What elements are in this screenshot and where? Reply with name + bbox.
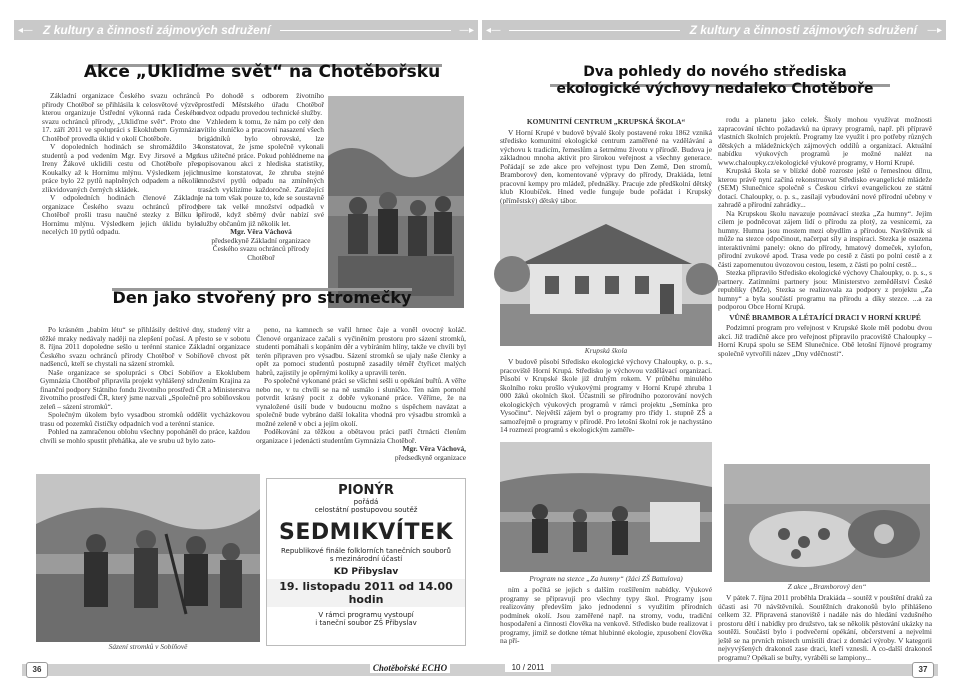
- planting-caption: Sázení stromků v Sobíňově: [108, 642, 188, 651]
- poster-line: i taneční soubor ZŠ Přibyslav: [315, 619, 417, 627]
- signature-role: předsedkyně Základní organizace Českého svazu ochránců přírody Chotěboř: [211, 235, 311, 262]
- header-rule: [280, 30, 451, 31]
- paragraph: Naše organizace se spolupráci s Obcí Sobíňov a Ekoklubem Gymnázia Chotěboř připravila projekt vyhlášený sdružením Krajina za finanční podpory Státního fondu životního prostředí ČR a Ministerstva životního prostředí ČR, který jsme nazvali „Společně pro sobíňovskou zeleň – sázení stromků“.: [40, 367, 250, 411]
- paragraph: V pátek 7. října 2011 proběhla Drakiáda – soutěž v pouštění draků za účasti asi 70 návštěvníků. Soutěžních drakonošů bylo přihlášeno celkem 32. Připravená stanoviště i nadále nás do hledání vzdušného prostoru dětí i nabídky pro družstvo, tak se několik pěstování ukázky na soutěži. Součástí bylo i podvečerní opékání, občerstvení a nejvelmi ještě se na prvních místech umístili draci z domácí výroby. V kategorii nejvyvýšených drakonoš zase draci, kteří vznesli. A co-další drakonoš programu? Opékali se buřty, vyráběli se lampiony...: [718, 593, 932, 662]
- section-header-left: [14, 20, 478, 40]
- arrow-right-icon: —▸: [926, 24, 942, 36]
- paragraph: Vzhledem k tomu, že nám po celý den svítilo sluníčko a pracovní nasazení všech brigádníků bylo obrovské, lze konstatovat, že jsme společně vykonali kus užitečné práce. Pokud pohlédneme na popisovanou akci z hlediska statistiky, musíme konstatovat, že zhruba stejné množství pytlů odpadu na zmíněných trasách vyklizíme každoročně. Zarážející je na tom však pouze to, kde se soustavně bere tak velké množství odpadků v přírodě, když sběrný dvůr nabízí své služby občanům již několik let.: [198, 116, 324, 228]
- article2-title: Den jako stvořený pro stromečky: [112, 288, 412, 307]
- right-col1-bottom: [500, 586, 712, 646]
- trail-photo: [500, 442, 712, 572]
- right-article-title: Dva pohledy do nového střediska ekologické výchovy nedaleko Chotěboře: [556, 64, 874, 97]
- paragraph: Základní organizace Českého svazu ochránců přírody Chotěboř se přihlásila k celosvětové výzvě, kterou organizuje Ústřední výkonná rada Českého svazu ochránců přírody, „Ukliďme svět“. Proto dne 17. září 2011 ve spolupráci s Ekoklubem Gymnázia Chotěboř provedla úklid v okolí Chotěboře.: [42, 91, 200, 143]
- paragraph: Společným úkolem bylo vysadbou stromků oddělit vycházkovou trasu od pozemků čističky odpadních vod a terénní stanice.: [40, 410, 250, 428]
- paragraph: Na Krupskou školu navazuje poznávací stezka „Za humny“. Jejím cílem je podněcovat zájem lidí o přírodu za plotý, za vesnicemi, za humny. Humna jsou mostem mezi obydlím a přírodou. Navštěvník si může na stezce odpočinout, načerpat síly a inspiraci. Stezka je osazena interaktivními panely: okno do přírody, hmatový domeček, xylofon, přírodní zvukové apod. Trasa vede po cestě z části po polní cestě a z části zapomenutou úvozovou cestou, lesem, z části po polní cestě...: [718, 208, 932, 269]
- paragraph: ním a počítá se jejich s dalším rozšířením nabídky. Výukové programy se připravují pro všechny typy škol. Programy jsou realizovány především jako jednodenní s využitím přírodních podmínek okolí. Jsou zaměřené např. na stromy, vodu, tradiční hospodaření a činnosti člověka na venkově. Středisko bude realizovat i programy, jimiž se dotkne témat hlubinné ekologie, zpusobení člověka na pří-: [500, 585, 712, 645]
- paragraph: Po společné vykonané práci se všichni sešli u opékání buřtů. A věřte nebo ne, v tu chvíli se na ně usmálo i sluníčko. Ten nám pomohl potvrdit krásný pocit z dobře vykonané práce. Věříme, že na vynaložené úsilí bude v budoucnu možno s úspěchem navázat a společně bude vybráno další lokalita vhodná pro výsadbu stromků a možné zeleně v obci a jejím okolí.: [256, 376, 466, 428]
- paragraph: Stezka připravilo Středisko ekologické výchovy Chaloupky, o. p. s., s partnery. Zatímními partnery jsou: Ministerstvo zemědělství České republiky (MZe), Stezka se realizovala za podpory z projektu „Za humny“ a byla součástí programu na přírodu a díky stezce. ...a za podporou Obce Horní Krupá.: [718, 268, 932, 311]
- potato-day-caption: Z akce „Bramborový den“: [787, 582, 867, 591]
- cleanup-photo: [328, 96, 464, 308]
- subheading: KOMUNITNÍ CENTRUM „KRUPSKÁ ŠKOLA“: [526, 117, 686, 126]
- poster-line: Republikové finále folklorních tanečních souborů: [281, 547, 451, 555]
- subheading: VŮNĚ BRAMBOR A LÉTAJÍCÍ DRACI V HORNÍ KRUPÉ: [729, 312, 921, 322]
- paragraph: Po dohodě s odborem životního prostředí Městského úřadu Chotěboř odvoz odpadu provedou technické služby.: [198, 91, 324, 117]
- section-header-right: [482, 20, 946, 40]
- magazine-name: Chotěbořské ECHO: [370, 663, 450, 673]
- signature-name: Mgr. Věra Váchová: [230, 227, 292, 236]
- header-rule: [509, 30, 680, 31]
- issue-number: 10 / 2011: [505, 663, 551, 672]
- paragraph: Poděkování za těžkou a obětavou práci patří čtrnácti členům organizace i jedenácti studentům Gymnázia Chotěboř.: [256, 427, 466, 445]
- poster-event-title: SEDMIKVÍTEK: [278, 520, 454, 545]
- planting-photo: [36, 474, 260, 642]
- section-title-right: Z kultury a činnosti zájmových sdružení: [689, 23, 917, 37]
- poster-line: pořádá: [353, 498, 379, 506]
- paragraph: Krupská škola se v blízké době rozroste ještě o řemeslnou dílnu, kterou právě nyní začíná rekonstruovat Středisko evangelické mládeže (SEM) Slunečnice společně s Českou církví evangelickou ze státní dotací. Chaloupky, o. p. s., zasílají vybudování nové přírodní učebny v zahradě a přírodní zahrádky...: [718, 166, 932, 209]
- arrow-left-icon: ◂—: [486, 24, 502, 36]
- section-title-left: Z kultury a činnosti zájmových sdružení: [43, 23, 271, 37]
- paragraph: V odpoledních hodinách členové Základní organizace Českého svazu ochránců přírody Chotěboř prošli trasu naučné stezky z Bílku k Hornímu mlýnu. Výsledkem jejich úklidu bylo necelých 10 pytlů odpadu.: [42, 193, 200, 236]
- paragraph: V budově působí Středisko ekologické výchovy Chaloupky, o. p. s., pracoviště Horní Krupá. Středisko je výchovou vzdělávací organizací. Působí v Krupské škole již druhým rokem. V průběhu minulého školního roku prošlo výukovými programy v Horní Krupé zhruba 1 000 žáků okolních škol. Účastnili se přírodního pozorování nových ekologických výukových programů v rámci projektu „Semínka pro Vysočinu“. Největší zájem byl o programy pro třídy 1. stupně ZŠ a samozřejmě o programy v přírodě. Pro letošní školní rok je nachystáno 14 rozmezí programů s ekologickým zaměře-: [500, 357, 712, 434]
- paragraph: Pohled na zamračenou oblohu všechny popoháněl do práce, každou chvíli se mohlo spustit přeháňka, ale ve srubu už bylo zato-: [40, 427, 250, 445]
- paragraph: rodu a planetu jako celek. Školy mohou využívat možnosti zapracování těchto požadavků na úpravy programů, např. při přípravě vlastních školních projektů. Programy lze využít i pro potřeby různých dětských a mládežnických zájmových oddílů a organizací. Aktuální nabídku výukových programů je možné nalézt na www.chaloupky.cz/ekologické výukové programy, v Horní Krupé.: [718, 115, 932, 167]
- left-page: [22, 54, 468, 650]
- signature-role: předsedkyně organizace: [394, 452, 466, 462]
- poster-date: 19. listopadu 2011 od 14.00 hodin: [267, 579, 465, 607]
- page-number-right: 37: [912, 662, 934, 678]
- paragraph: peno, na kamnech se vařil hrnec čaje a voněl ovocný koláč. Členové organizace začali s vyčiněním prostoru pro sázení stromků, studenti pomáhali s kopáním děr a vybíráním hlíny, takže ve chvíli byl terén připraven pro výsadbu. Sázení stromků se ujaly naše členky a opět za pomoci studentů postupně zasadily téměř čtyřicet malých habrů, zajistily je opěrnými kolíky a upravili terén.: [256, 325, 466, 377]
- paragraph: V Horní Krupé v budově bývalé školy postavené roku 1862 vzniká středisko komunitní ekologické centrum zaměřené na vzdělávání a výchovu k tradicím, řemeslům a šetrnému životu v přírodě. Budova je základnou mnoha aktivit pro širokou veřejnost a všechny generace. Pořádají se zde akce pro veřejnost typu Den Země, Den stromů, Bramborový den, komentované výpravy do přírody, Drakiáda, letní pracovní kempy pro mládež, přednášky. Pracuje zde předškolní dětský klub Kloubíček. Hned vedle funguje bude pořádat i Krupský (příměstský) dětský tábor.: [500, 127, 712, 205]
- poster-organizer: PIONÝR: [338, 483, 394, 498]
- potato-day-photo: [724, 464, 930, 582]
- poster-line: s mezinárodní účastí: [329, 555, 403, 563]
- poster-line: V rámci programu vystoupí: [318, 611, 414, 619]
- footer-bar: [22, 664, 938, 676]
- article1-title: Akce „Ukliďme svět“ na Chotěbořsku: [83, 62, 441, 82]
- school-caption: Krupská škola: [584, 346, 628, 355]
- poster-venue: KD Přibyslav: [333, 567, 399, 577]
- flower-icon: [277, 439, 325, 479]
- poster-line: celostátní postupovou soutěž: [314, 506, 418, 514]
- article1-col1: [42, 92, 200, 320]
- trail-caption: Program na stezce „Za humny“ (žáci ZŠ Battulova): [529, 574, 683, 583]
- signature-name: Mgr. Věra Váchová,: [402, 444, 466, 453]
- article2-col1: [40, 326, 250, 472]
- arrow-right-icon: —▸: [458, 24, 474, 36]
- page-number-left: 36: [26, 662, 48, 678]
- right-page: [490, 54, 938, 662]
- paragraph: Po krásném „babím létu“ se přihlásily deštivé dny, studený vítr a těžké mraky nedávaly naději na zlepšení počasí. A přesto se v sobotu 8. října 2011 dopoledne sešlo u terénní stanice Základní organizace Českého svazu ochránců přírody Chotěboř v Sobíňově chvost pět nadšenců, kteří se chystali na sázení stromků.: [40, 325, 250, 368]
- right-col1-mid: [500, 358, 712, 438]
- arrow-left-icon: ◂—: [18, 24, 34, 36]
- paragraph: V dopoledních hodinách se shromáždilo 34 studentů a pod vedením Mgr. Evy Jirsové a Mgr. Ireny Žákové uklidili cestu od Chotěboře přes Koukalky až k Hornímu mlýnu. Výsledkem jejich práce bylo 22 pytlů naplněných odpadem a několik zlikvidovaných černých skládek.: [42, 142, 200, 194]
- article1-col2: [198, 92, 324, 320]
- right-col2-bottom: [718, 593, 932, 662]
- sedmikvitek-poster: [266, 478, 466, 646]
- right-col2: [718, 116, 932, 514]
- school-photo: [500, 204, 712, 346]
- paragraph: Podzimní program pro veřejnost v Krupské škole měl podobu dvou akcí. Již tradičně akce pro veřejnost připravilo pracoviště Chaloupky – Horní Krupá spolu se SEM Slunečnice. Obě letošní říjnové programy společně vytvořili název „Dny vděčnosti“.: [718, 323, 932, 358]
